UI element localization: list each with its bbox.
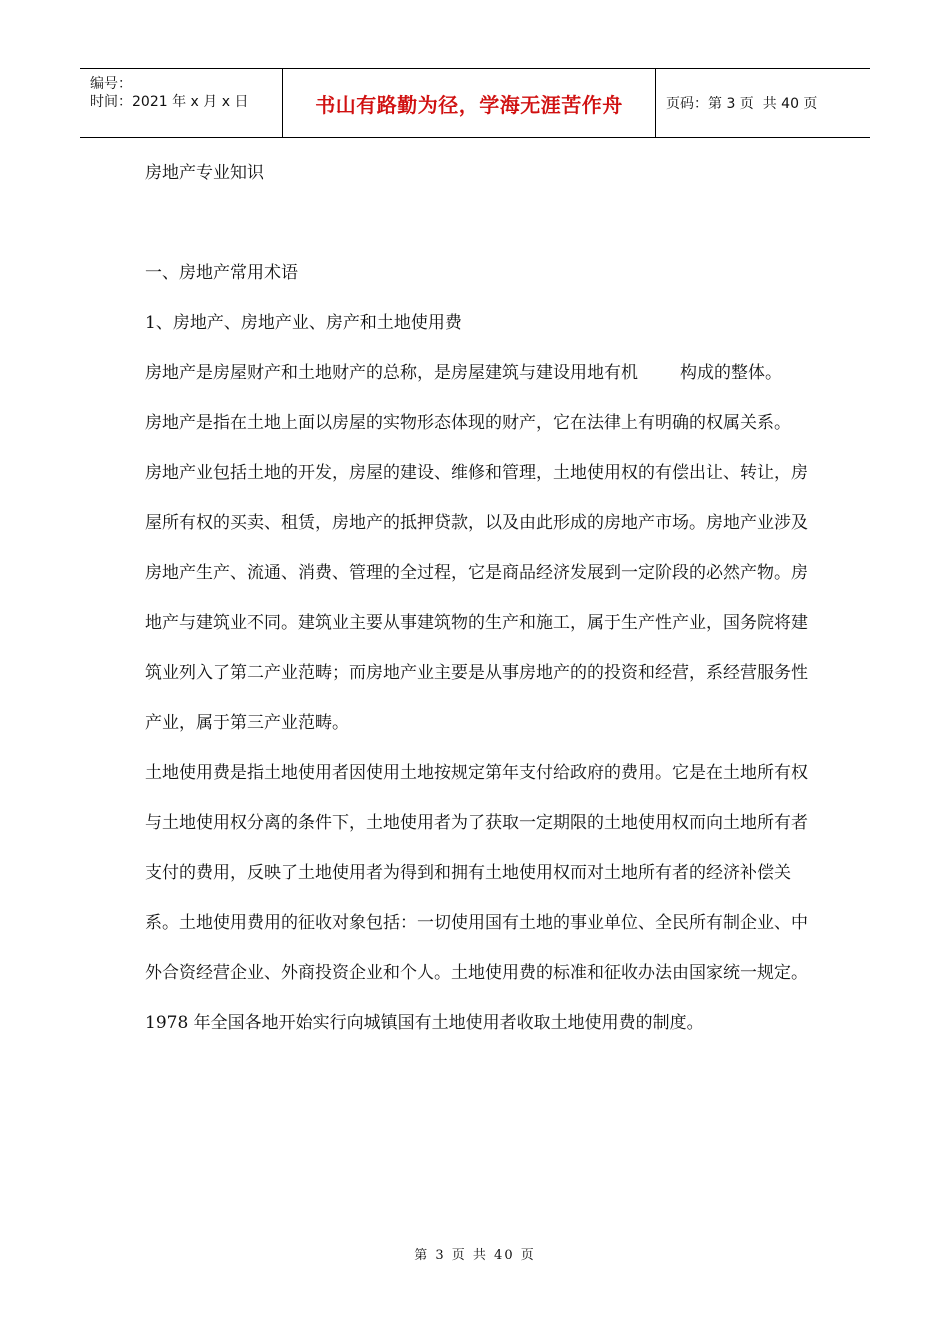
subsection-heading: 1、房地产、房地产业、房产和土地使用费 <box>145 313 462 333</box>
document-body <box>145 148 815 1048</box>
paragraph-land-use-fee: 土地使用费是指土地使用者因使用土地按规定第年支付给政府的费用。它是在土地所有权与土地使用权分离的条件下，土地使用者为了获取一定期限的土地使用权而向土地所有者支付的费用，反映了土地使用者为得到和拥有土地使用权而对土地所有者的经济补偿关系。土地使用费用的征收对象包括：一切使用国有土地的事业单位、全民所有制企业、中外合资经营企业、外商投资企业和个人。土地使用费的标准和征收办法由国家统一规定。1978 年全国各地开始实行向城镇国有土地使用者收取土地使用费的制度。 <box>145 763 808 1033</box>
section-heading: 一、房地产常用术语 <box>145 263 298 283</box>
motto-text: 书山有路勤为径，学海无涯苦作舟 <box>315 92 623 117</box>
document-title: 房地产专业知识 <box>145 163 264 183</box>
paragraph-text-part2: 构成的整体。 <box>680 363 782 383</box>
paragraph-real-estate-property: 房地产是指在土地上面以房屋的实物形态体现的财产，它在法律上有明确的权属关系。 <box>145 413 791 433</box>
page-footer: 第 3 页 共 40 页 <box>414 1248 536 1263</box>
page-info: 页码：第 3 页 共 40 页 <box>666 96 818 112</box>
paragraph-text-part1: 房地产是房屋财产和土地财产的总称，是房屋建筑与建设用地有机 <box>145 363 638 383</box>
paragraph-real-estate-definition <box>145 348 815 398</box>
paragraph-real-estate-industry: 房地产业包括土地的开发，房屋的建设、维修和管理，土地使用权的有偿出让、转让，房屋所有权的买卖、租赁，房地产的抵押贷款，以及由此形成的房地产市场。房地产业涉及房地产生产、流通、消费、管理的全过程，它是商品经济发展到一定阶段的必然产物。房地产与建筑业不同。建筑业主要从事建筑物的生产和施工，属于生产性产业，国务院将建筑业列入了第二产业范畴；而房地产业主要是从事房地产的的投资和经营，系经营服务性产业，属于第三产业范畴。 <box>145 463 808 733</box>
time-label: 时间：2021 年 x 月 x 日 <box>90 94 249 110</box>
header-meta-cell <box>80 69 283 137</box>
page-header <box>80 68 870 138</box>
number-label: 编号： <box>90 76 132 92</box>
header-motto-cell <box>283 69 656 137</box>
